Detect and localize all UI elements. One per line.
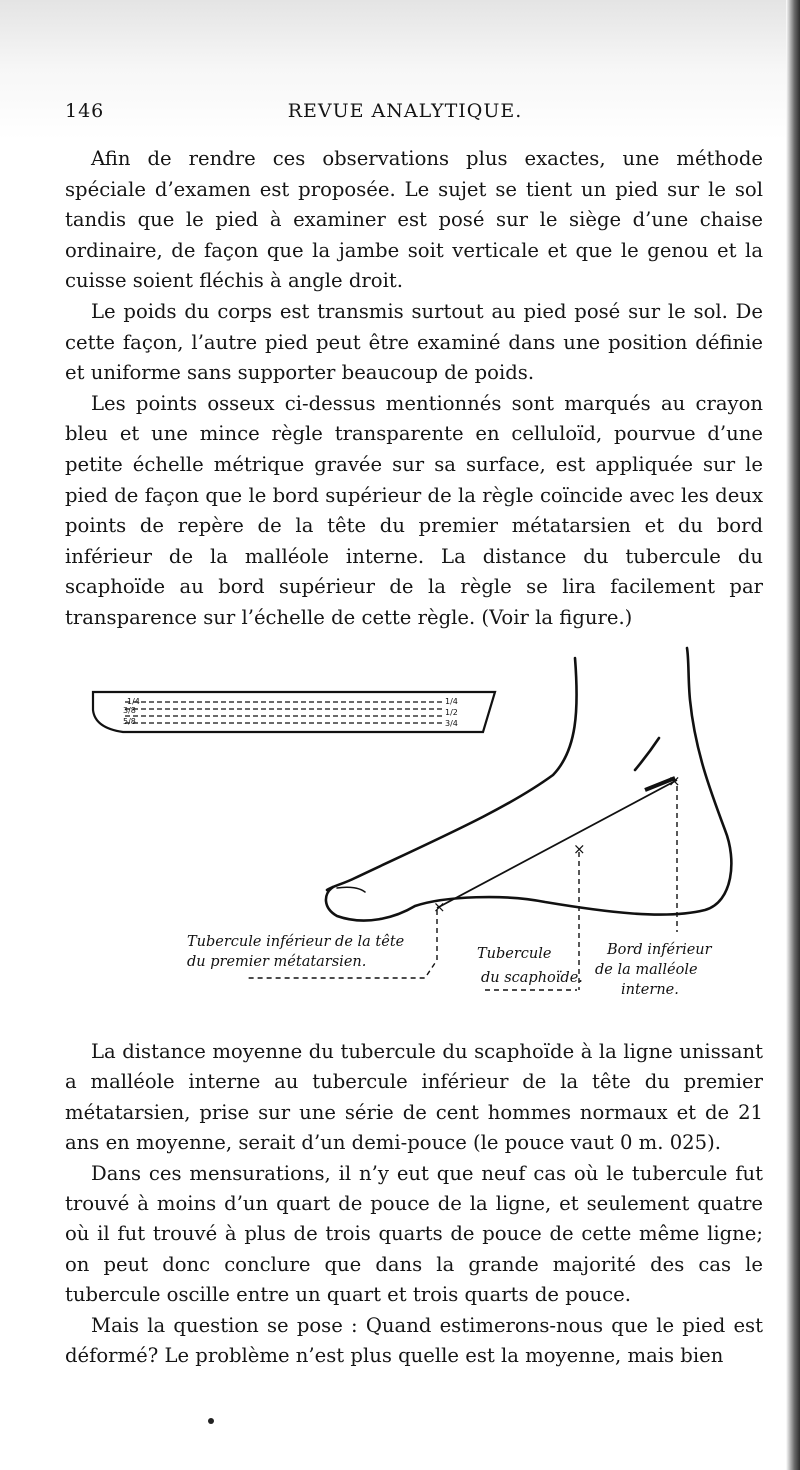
- label-malleolus-line1: Bord inférieur: [607, 942, 712, 958]
- ruler-mark-left-1: 1/4: [127, 697, 140, 706]
- page-edge-shadow: [786, 0, 800, 1470]
- running-title: REVUE ANALYTIQUE.: [287, 100, 523, 122]
- reference-line: [437, 778, 677, 908]
- text-block-bottom: [65, 1037, 763, 1371]
- toe-nail: [337, 887, 365, 892]
- foot-diagram: [65, 640, 765, 1020]
- cross-mark-malleolus: ×: [668, 772, 681, 790]
- ruler-mark-left-3: 5/8: [123, 717, 136, 726]
- foot-measurement-figure: [65, 640, 765, 1020]
- cross-mark-metatarsal: ×: [433, 898, 446, 916]
- running-header: [65, 100, 745, 134]
- ankle-line: [635, 738, 659, 770]
- label-scaphoid-line2: du scaphoïde.: [481, 970, 583, 986]
- label-malleolus-line3: interne.: [621, 982, 679, 998]
- label-malleolus-line2: de la malléole: [595, 962, 698, 978]
- ruler-mark-left-2: 3/8: [123, 706, 136, 715]
- paragraph: Le poids du corps est transmis surtout au pied posé sur le sol. De cette façon, l’autre pied peut être examiné dans une position définie et uniforme sans supporter beaucoup de poids.: [65, 299, 763, 385]
- text-block-top: [65, 144, 763, 634]
- ruler-mark-right-3: 3/4: [445, 719, 458, 728]
- ruler-mark-right-2: 1/2: [445, 708, 458, 717]
- label-scaphoid-line1: Tubercule: [477, 946, 552, 962]
- ruler-outline: [93, 692, 495, 732]
- paragraph: Dans ces mensurations, il n’y eut que neuf cas où le tubercule fut trouvé à moins d’un quart de pouce de la ligne, et seulement quatre où il fut trouvé à plus de trois quarts de pouce de cette même ligne; on peut donc conclure que dans la grande majorité des cas le tubercule oscille entre un quart et trois quarts de pouce.: [65, 1161, 763, 1307]
- label-metatarsal-line2: du premier métatarsien.: [187, 954, 367, 970]
- celluloid-ruler: [93, 692, 495, 732]
- ruler-mark-right-1: 1/4: [445, 697, 458, 706]
- paragraph: Les points osseux ci-dessus mentionnés sont marqués au crayon bleu et une mince règle transparente en celluloïd, pourvue d’une petite échelle métrique gravée sur sa surface, est appliquée sur le pied de façon que le bord supérieur de la règle coïncide avec les deux points de repère de la tête du premier métatarsien et du bord inférieur de la malléole interne. La distance du tubercule du scaphoïde au bord supérieur de la règle se lira facilement par transparence sur l’échelle de cette règle. (Voir la figure.): [65, 391, 763, 629]
- paragraph: Afin de rendre ces observations plus exactes, une méthode spéciale d’examen est proposée. Le sujet se tient un pied sur le sol tandis que le pied à examiner est posé sur le siège d’une chaise ordinaire, de façon que la jambe soit verticale et que le genou et la cuisse soient fléchis à angle droit.: [65, 147, 763, 293]
- label-metatarsal-line1: Tubercule inférieur de la tête: [187, 934, 405, 950]
- paragraph: Mais la question se pose : Quand estimerons-nous que le pied est déformé? Le problème n’est plus quelle est la moyenne, mais bien: [65, 1313, 763, 1368]
- page-number: 146: [65, 100, 105, 122]
- ink-speck: [208, 1418, 214, 1424]
- cross-mark-scaphoid: ×: [573, 840, 586, 858]
- paragraph: La distance moyenne du tubercule du scaphoïde à la ligne unissant a malléole interne au tubercule inférieur de la tête du premier métatarsien, prise sur une série de cent hommes normaux et de 21 ans en moyenne, serait d’un demi-pouce (le pouce vaut 0 m. 025).: [65, 1040, 763, 1155]
